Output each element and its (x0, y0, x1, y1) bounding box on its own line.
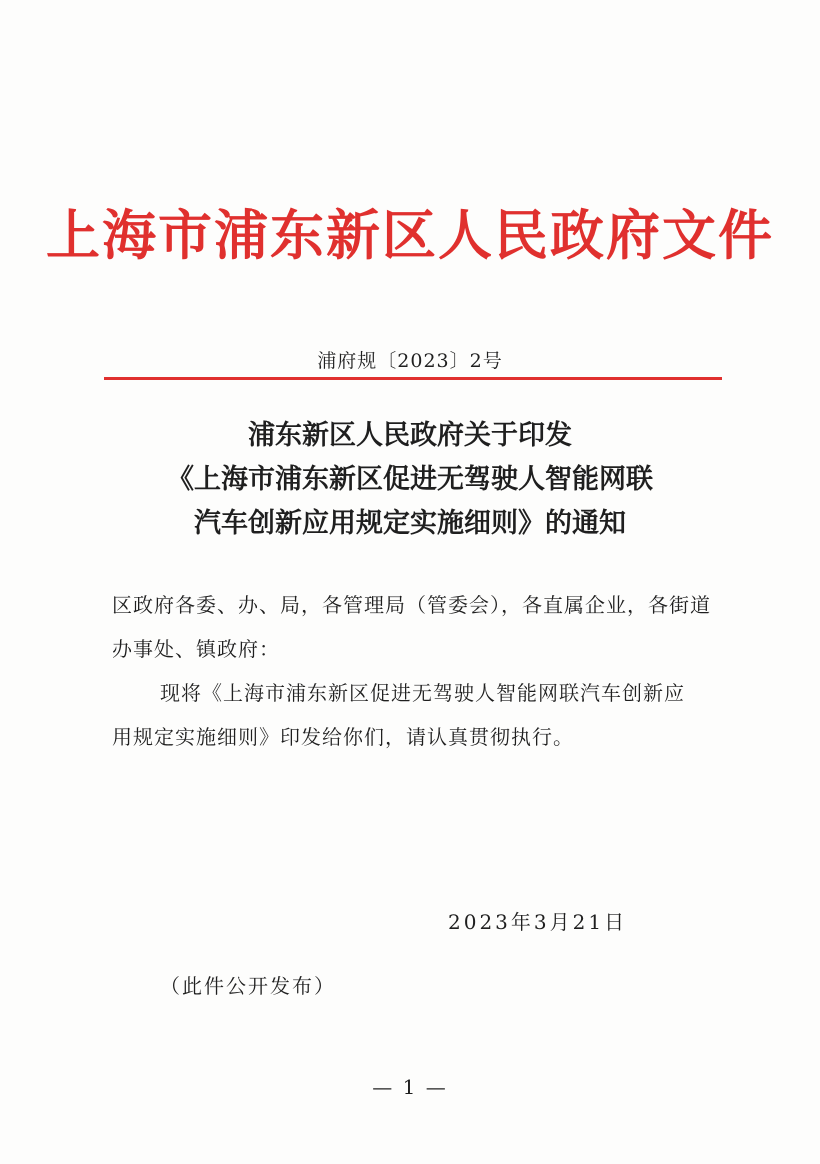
page-number: — 1 — (372, 1075, 448, 1099)
issuer-header: 上海市浦东新区人民政府文件 (46, 203, 774, 267)
public-release-note: （此件公开发布） (160, 974, 336, 998)
title-line: 浦东新区人民政府关于印发 (248, 420, 572, 451)
body-paragraph-line: 用规定实施细则》印发给你们，请认真贯彻执行。 (112, 725, 574, 749)
title-line: 《上海市浦东新区促进无驾驶人智能网联 (167, 464, 653, 495)
document-number: 浦府规〔2023〕2号 (317, 350, 503, 372)
document-body (112, 583, 724, 759)
issue-date: 2023年3月21日 (448, 910, 628, 934)
recipients-line: 办事处、镇政府： (112, 637, 280, 661)
body-paragraph-line: 现将《上海市浦东新区促进无驾驶人智能网联汽车创新应 (160, 681, 685, 705)
recipients-line: 区政府各委、办、局，各管理局（管委会），各直属企业，各街道 (112, 593, 711, 617)
red-separator-line (104, 377, 722, 380)
document-title (0, 414, 820, 546)
title-line: 汽车创新应用规定实施细则》的通知 (194, 508, 626, 539)
